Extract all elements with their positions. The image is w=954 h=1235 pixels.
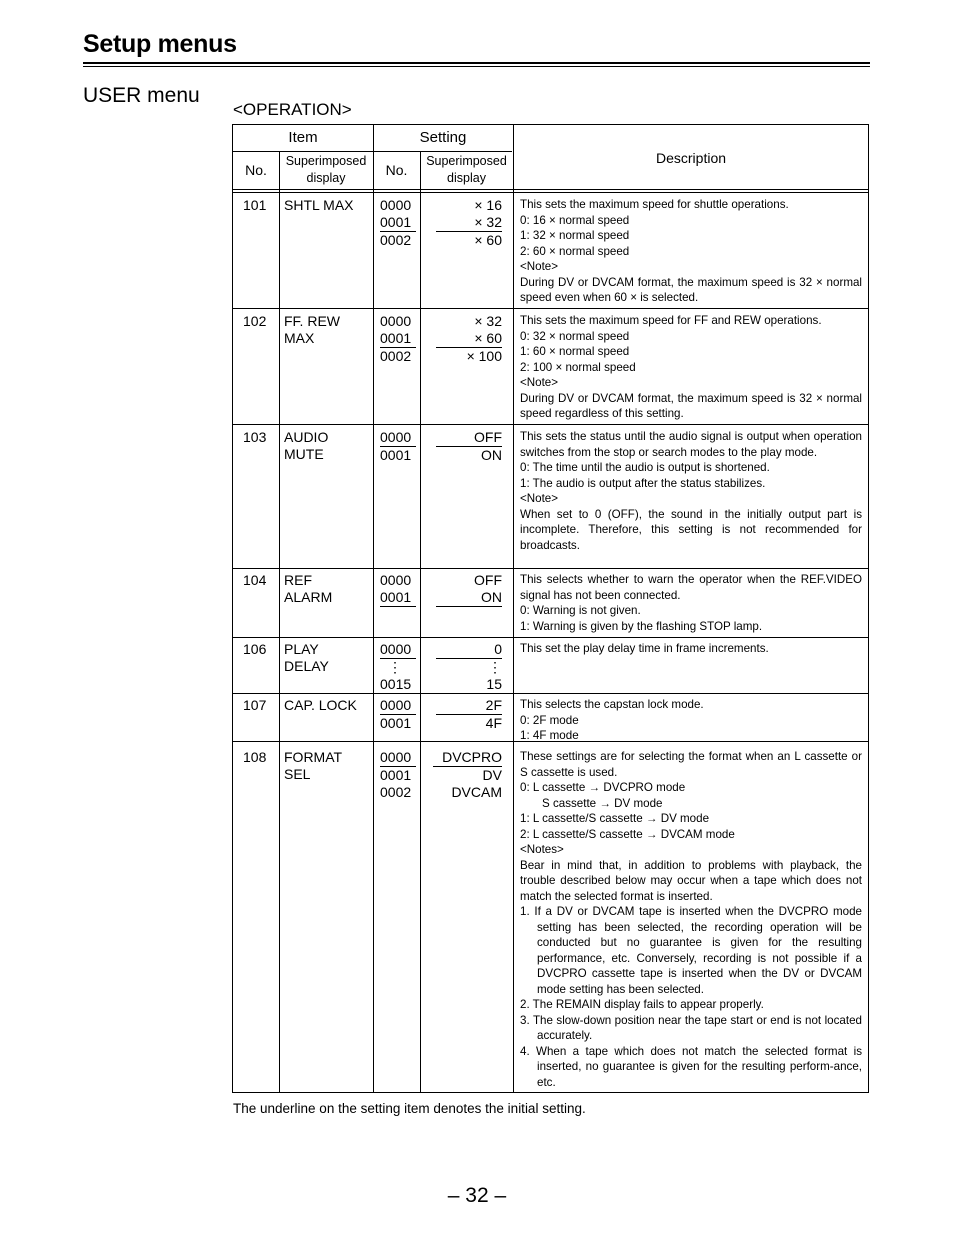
row-description: This sets the maximum speed for FF and REW operations. 0: 32 × normal speed 1: 60 × normal speed 2: 100 × normal speed <Note> During DV or DVCAM format, the maximum speed is 32 × normal speed regardless of this setting. bbox=[520, 314, 862, 420]
row-no: 104 bbox=[243, 572, 267, 588]
row-displays: 2F 4F bbox=[436, 697, 502, 732]
header-divider bbox=[233, 151, 512, 152]
section-heading: <OPERATION> bbox=[233, 100, 352, 119]
header-superimposed-setting: Superimposed display bbox=[426, 154, 507, 185]
col-divider bbox=[513, 125, 514, 1092]
header-setting-no: No. bbox=[385, 162, 408, 178]
row-displays: DVCPRO DV DVCAM bbox=[433, 749, 502, 801]
row-description: This selects the capstan lock mode. 0: 2F mode 1: 4F mode bbox=[520, 698, 704, 742]
row-no: 107 bbox=[243, 697, 267, 713]
row-description: These settings are for selecting the format when an L cassette or S cassette is used. 0: L cassette → DVCPRO mode S cassette → DV mode 1: L cassette/S cassette → DV mode 2: L cassette/S cassette → DVCAM mode <Notes> Bear in mind that, in addition to problems with playback, the trouble described below may occur when a tape which does not match the selected format is inserted. 1. If a DV or DVCAM tape is inserted when the DVCPRO mode setting has been selected, the recording operation will be conducted but no guarantee is given for the resulting performance, etc. Conversely, recording is not possible if a DVCPRO cassette tape is inserted when the DV or DVCAM mode setting has been selected. 2. The REMAIN display fails to appear properly. 3. The slow-down position near the tape start or end is not located accurately. 4. When a tape which does not match the selected format is inserted, no guarantee is given for the resulting perform-ance, etc. bbox=[520, 750, 862, 1089]
row-displays: × 16 × 32 × 60 bbox=[436, 197, 502, 249]
row-no: 101 bbox=[243, 197, 267, 213]
header-superimposed: Superimposed display bbox=[285, 154, 367, 185]
title-rule-thick bbox=[83, 62, 870, 64]
row-displays: × 32 × 60 × 100 bbox=[436, 313, 502, 365]
row-codes: 0000 0001 bbox=[380, 697, 416, 732]
page-number: – 32 – bbox=[447, 1184, 507, 1207]
row-divider bbox=[233, 568, 868, 569]
row-item: REF ALARM bbox=[284, 572, 333, 605]
row-displays: OFF ON bbox=[436, 572, 502, 607]
row-no: 108 bbox=[243, 749, 267, 765]
title-rule-thin bbox=[83, 66, 870, 67]
row-displays: 0 ⋮ 15 bbox=[436, 641, 502, 693]
page-title: Setup menus bbox=[83, 30, 237, 58]
row-description: This sets the status until the audio signal is output when operation switches from the stop or search modes to the play mode. 0: The time until the audio is output is shortened. 1: The audio is output after the status stabilizes. <Note> When set to 0 (OFF), the sound in the initially output part is incomplete. Therefore, this setting is not recommended for broadcasts. bbox=[520, 430, 862, 552]
row-codes: 0000 0001 bbox=[380, 429, 416, 464]
row-divider bbox=[233, 308, 868, 309]
row-codes: 0000 0001 bbox=[380, 572, 416, 607]
header-no: No. bbox=[245, 162, 267, 178]
row-item: FF. REW MAX bbox=[284, 313, 340, 346]
row-item: AUDIO MUTE bbox=[284, 429, 329, 462]
row-divider bbox=[233, 637, 868, 638]
row-item: CAP. LOCK bbox=[284, 697, 357, 713]
row-codes: 0000 0001 0002 bbox=[380, 749, 416, 801]
row-no: 103 bbox=[243, 429, 267, 445]
row-description: This set the play delay time in frame increments. bbox=[520, 642, 769, 655]
row-divider bbox=[233, 693, 868, 694]
row-no: 102 bbox=[243, 313, 267, 329]
footnote: The underline on the setting item denotes the initial setting. bbox=[233, 1101, 586, 1116]
col-divider bbox=[373, 125, 374, 1092]
row-item: FORMAT SEL bbox=[284, 749, 343, 782]
header-description: Description bbox=[655, 150, 727, 166]
row-item: PLAY DELAY bbox=[284, 641, 329, 674]
row-codes: 0000 ⋮ 0015 bbox=[380, 641, 416, 693]
row-description: This sets the maximum speed for shuttle operations. 0: 16 × normal speed 1: 32 × normal speed 2: 60 × normal speed <Note> During DV or DVCAM format, the maximum speed is 32 × normal speed even when 60 × is selected. bbox=[520, 198, 862, 304]
row-no: 106 bbox=[243, 641, 267, 657]
row-description: This selects whether to warn the operator when the REF.VIDEO signal has not been connected. 0: Warning is not given. 1: Warning is given by the flashing STOP lamp. bbox=[520, 573, 862, 633]
menu-subtitle: USER menu bbox=[83, 84, 200, 107]
header-setting: Setting bbox=[419, 129, 467, 146]
header-item: Item bbox=[288, 129, 318, 146]
settings-table bbox=[232, 124, 869, 1093]
header-divider bbox=[233, 189, 868, 190]
header-divider bbox=[233, 192, 868, 193]
row-codes: 0000 0001 0002 bbox=[380, 197, 416, 249]
row-displays: OFF ON bbox=[436, 429, 502, 464]
row-divider bbox=[233, 424, 868, 425]
row-codes: 0000 0001 0002 bbox=[380, 313, 416, 365]
col-divider bbox=[279, 152, 280, 1092]
row-item: SHTL MAX bbox=[284, 197, 354, 213]
col-divider bbox=[420, 152, 421, 1092]
